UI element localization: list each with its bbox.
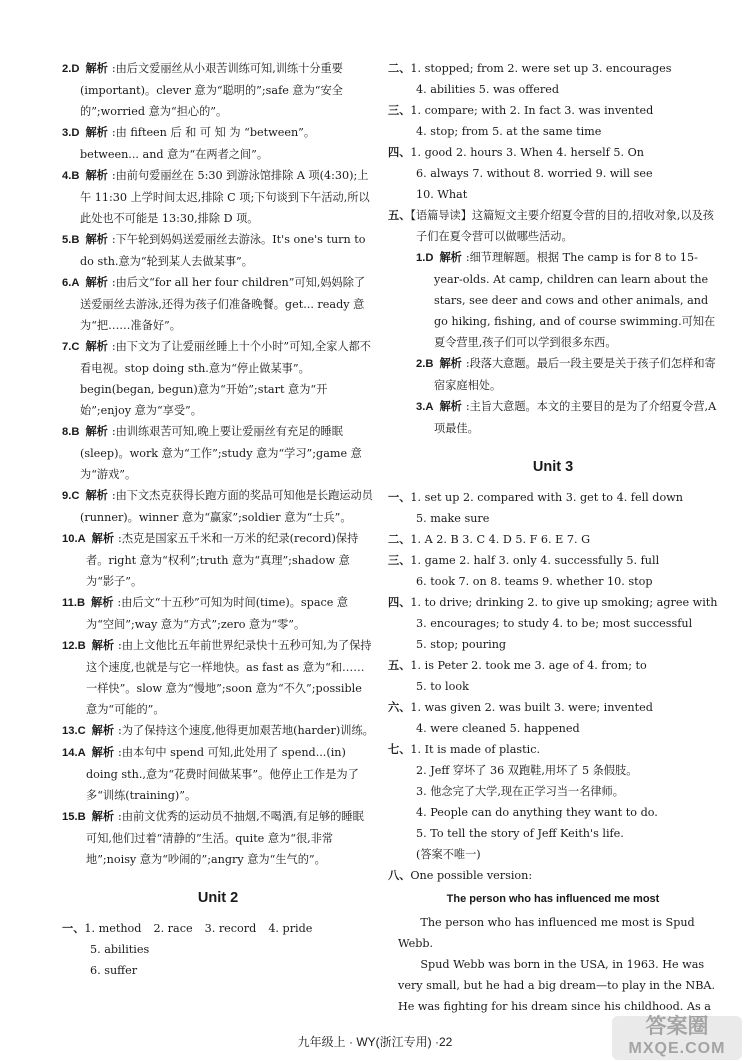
answer-text: 4. were cleaned 5. happened	[416, 722, 580, 735]
explanation-label: 解析	[85, 63, 108, 75]
explanation-text: :由下文杰克获得长跑方面的奖品可知他是长跑运动员(runner)。winner 意为“赢家”;soldier 意为“士兵”。	[80, 489, 373, 524]
explanation-item	[62, 485, 374, 528]
explanation-label: 解析	[85, 234, 108, 246]
item-number: 2.	[62, 63, 72, 75]
explanation-label: 解析	[91, 533, 115, 545]
explanation-item	[62, 272, 374, 336]
item-number: 1.	[416, 252, 426, 264]
section-label: 二、	[388, 532, 411, 546]
answer-line	[388, 634, 718, 655]
section-label: 三、	[388, 553, 411, 567]
item-answer: C	[77, 725, 86, 737]
item-number: 8.	[62, 426, 72, 438]
item-answer: B	[77, 640, 86, 652]
answer-text: 1. compare; with 2. In fact 3. was invented	[410, 104, 654, 117]
answer-line	[388, 844, 718, 865]
watermark-logo	[612, 1016, 742, 1060]
unit-3-title: Unit 3	[532, 459, 574, 475]
answer-line	[388, 184, 718, 205]
explanation-text: :由上文他比五年前世界纪录快十五秒可知,为了保持这个速度,也就是与它一样地快。as fast as 意为“和……一样快”。slow 意为“慢地”;soon 意为“不久”;possible 意为“可能的”。	[86, 639, 372, 716]
right-column	[388, 58, 718, 1017]
item-answer: B	[71, 234, 80, 246]
item-answer: B	[77, 811, 86, 823]
answer-line	[388, 508, 718, 529]
explanation-text: :由下文为了让爱丽丝睡上十个小时”可知,全家人都不看电视。stop doing sth.意为“停止做某事”。begin(began, begun)意为“开始”;start 意为“开始”;enjoy 意为“享受”。	[80, 340, 371, 417]
item-answer: A	[77, 747, 86, 759]
item-number: 13.	[62, 725, 78, 737]
explanation-text: :细节理解题。根据 The camp is for 8 to 15-year-olds. At camp, children can learn about the stars, see deer and cows and other animals, and go hiking, fishing, and of course swimming.可知在夏令营里,孩子们可以学到很多东西。	[434, 251, 716, 349]
section-label: 一、	[388, 490, 411, 504]
answer-line	[388, 697, 718, 718]
answer: 5. abilities	[90, 943, 150, 956]
answer: 1. method	[84, 922, 142, 935]
answer-text: 5. make sure	[416, 512, 490, 525]
section-label: 五、	[388, 208, 411, 222]
answer-line	[388, 823, 718, 844]
section-label: 八、	[388, 868, 411, 882]
answer-text: 1. set up 2. compared with 3. get to 4. fell down	[410, 491, 683, 504]
section-label: 四、	[388, 145, 411, 159]
answer-text: 3. encourages; to study 4. to be; most successful	[416, 617, 693, 630]
explanation-item	[62, 336, 374, 421]
explanation-label: 解析	[439, 401, 462, 413]
explanation-text: :为了保持这个速度,他得更加艰苦地(harder)训练。	[118, 724, 374, 737]
reading-item	[388, 247, 718, 353]
section-label: 六、	[388, 700, 411, 714]
answer-text: 4. People can do anything they want to do.	[416, 806, 658, 819]
answer-text: 5. to look	[416, 680, 469, 693]
item-answer: C	[71, 490, 80, 502]
answer-text: 1. good 2. hours 3. When 4. herself 5. On	[410, 146, 644, 159]
explanation-item	[62, 528, 374, 592]
explanation-label: 解析	[91, 811, 115, 823]
item-answer: B	[76, 597, 86, 609]
answer-text: 4. abilities 5. was offered	[416, 83, 559, 96]
explanation-label: 解析	[91, 725, 115, 737]
item-number: 3.	[62, 127, 72, 139]
page-footer: 九年级上 · WY(浙江专用) ·22	[297, 1035, 453, 1049]
item-number: 7.	[62, 341, 72, 353]
section-label: 一、	[62, 921, 85, 935]
explanation-label: 解析	[85, 127, 108, 139]
item-number: 9.	[62, 490, 72, 502]
answer-text: 2. Jeff 穿坏了 36 双跑鞋,用坏了 5 条假肢。	[416, 764, 638, 777]
explanation-item	[62, 421, 374, 485]
writing-section	[388, 865, 718, 886]
explanation-item	[62, 720, 374, 742]
answer-text: 1. stopped; from 2. were set up 3. encourages	[410, 62, 672, 75]
answer-line	[388, 142, 718, 163]
explanation-text: :由前文优秀的运动员不抽烟,不喝酒,有足够的睡眠可知,他们过着“清静的”生活。quite 意为“很,非常地”;noisy 意为“吵闹的”;angry 意为“生气的”。	[86, 810, 364, 866]
explanation-text: :主旨大意题。本文的主要目的是为了介绍夏令营,A 项最佳。	[434, 400, 717, 435]
unit-2-title: Unit 2	[197, 890, 239, 906]
explanation-text: :由后文“十五秒”可知为时间(time)。space 意为“空间”;way 意为“方式”;zero 意为“零”。	[86, 596, 349, 631]
answer-line	[388, 121, 718, 142]
answer-line	[388, 58, 718, 79]
explanation-item	[62, 165, 374, 229]
explanation-item	[62, 635, 374, 720]
explanation-label: 解析	[85, 170, 108, 182]
explanation-item	[62, 58, 374, 122]
explanation-item	[62, 229, 374, 272]
reading-section	[388, 205, 718, 247]
answer-text: (答案不唯一)	[416, 848, 481, 861]
explanation-label: 解析	[85, 426, 108, 438]
explanation-item	[62, 122, 374, 165]
watermark-line-1: 答案圈	[645, 1015, 709, 1038]
explanation-text: :由后文“for all her four children”可知,妈妈除了送爱丽丝去游泳,还得为孩子们准备晚餐。get... ready 意为“把……准备好”。	[80, 276, 366, 332]
answer-text: 10. What	[416, 188, 468, 201]
answer: 2. race	[153, 922, 193, 935]
section-label: 四、	[388, 595, 411, 609]
item-number: 4.	[62, 170, 72, 182]
item-number: 12.	[62, 640, 78, 652]
answer: 4. pride	[268, 922, 313, 935]
section-label: 五、	[388, 658, 411, 672]
explanation-label: 解析	[91, 640, 115, 652]
section-label: 二、	[388, 61, 411, 75]
section-label: 三、	[388, 103, 411, 117]
writing-intro: One possible version:	[410, 869, 533, 882]
explanation-text: :段落大意题。最后一段主要是关于孩子们怎样和寄宿家庭相处。	[434, 357, 716, 392]
answer-line	[388, 571, 718, 592]
answer-line	[388, 550, 718, 571]
explanation-label: 解析	[91, 597, 114, 609]
reading-item	[388, 353, 718, 396]
explanation-item	[62, 806, 374, 870]
essay-paragraph: The person who has influenced me most is Spud Webb.	[398, 916, 695, 950]
explanation-label: 解析	[439, 358, 462, 370]
explanation-label: 解析	[85, 490, 108, 502]
answer-line	[388, 739, 718, 760]
answer-text: 6. always 7. without 8. worried 9. will see	[416, 167, 653, 180]
explanation-text: :由前句爱丽丝在 5:30 到游泳馆排除 A 项(4:30);上午 11:30 上学时间太迟,排除 C 项;下句谈到下午活动,所以此处也不可能是 13:30,排除 D 项。	[80, 169, 370, 225]
item-number: 6.	[62, 277, 72, 289]
explanation-text: :由本句中 spend 可知,此处用了 spend...(in) doing sth.,意为“花费时间做某事”。他停止工作是为了多“训练(training)”。	[86, 746, 359, 802]
answer-line	[388, 718, 718, 739]
answer-line	[388, 487, 718, 508]
explanation-text: :杰克是国家五千米和一万米的纪录(record)保持者。right 意为“权利”;truth 意为“真理”;shadow 意为“影子”。	[86, 532, 359, 588]
answer-text: 1. It is made of plastic.	[410, 743, 541, 756]
essay-paragraph: Spud Webb was born in the USA, in 1963. He was very small, but he had a big dream—to play in the NBA. He was fighting for his dream since his childhood. As a	[398, 958, 716, 1013]
item-answer: C	[71, 341, 80, 353]
answer-line	[388, 676, 718, 697]
item-answer: D	[71, 63, 80, 75]
explanation-item	[62, 742, 374, 806]
answer-line	[388, 802, 718, 823]
answer-line	[388, 592, 718, 613]
explanation-item	[62, 592, 374, 635]
answer-text: 1. A 2. B 3. C 4. D 5. F 6. E 7. G	[410, 533, 591, 546]
left-column	[62, 58, 374, 981]
answer-text: 6. took 7. on 8. teams 9. whether 10. stop	[416, 575, 653, 588]
answer: 3. record	[204, 922, 257, 935]
answer-text: 3. 他念完了大学,现在正学习当一名律师。	[416, 785, 624, 798]
item-number: 10.	[62, 533, 78, 545]
item-answer: D	[425, 252, 434, 264]
item-number: 5.	[62, 234, 72, 246]
item-number: 11.	[62, 597, 77, 609]
essay-title: The person who has influenced me most	[446, 893, 660, 905]
reading-intro: 【语篇导读】这篇短文主要介绍夏令营的目的,招收对象,以及孩子们在夏令营可以做哪些活动。	[410, 209, 714, 243]
item-number: 14.	[62, 747, 78, 759]
answer-text: 1. to drive; drinking 2. to give up smoking; agree with	[410, 596, 718, 609]
item-answer: B	[71, 170, 80, 182]
item-answer: A	[425, 401, 434, 413]
answer-line	[388, 100, 718, 121]
answer-line	[388, 529, 718, 550]
answer-text: 5. stop; pouring	[416, 638, 507, 651]
unit2-section-1	[62, 918, 374, 960]
reading-item	[388, 396, 718, 439]
answer-line	[388, 760, 718, 781]
item-answer: D	[71, 127, 80, 139]
explanation-text: :下午轮到妈妈送爱丽丝去游泳。It's one's turn to do sth.意为“轮到某人去做某事”。	[80, 233, 366, 268]
unit2-section-1-cont: 6. suffer	[90, 964, 138, 977]
item-answer: B	[425, 358, 434, 370]
item-number: 15.	[62, 811, 78, 823]
explanation-text: :由后文爱丽丝从小艰苦训练可知,训练十分重要(important)。clever 意为“聪明的”;safe 意为“安全的”;worried 意为“担心的”。	[80, 62, 343, 118]
explanation-label: 解析	[91, 747, 115, 759]
item-number: 3.	[416, 401, 426, 413]
answer-text: 5. To tell the story of Jeff Keith's life.	[416, 827, 624, 840]
answer-text: 1. game 2. half 3. only 4. successfully 5. full	[410, 554, 660, 567]
item-number: 2.	[416, 358, 426, 370]
explanation-text: :由 fifteen 后 和 可 知 为 “between”。between... and 意为“在两者之间”。	[80, 126, 316, 161]
answer-text: 1. was given 2. was built 3. were; invented	[410, 701, 653, 714]
item-answer: A	[71, 277, 80, 289]
explanation-label: 解析	[85, 277, 108, 289]
item-answer: A	[77, 533, 86, 545]
answer-line	[388, 79, 718, 100]
explanation-text: :由训练艰苦可知,晚上要让爱丽丝有充足的睡眠(sleep)。work 意为“工作”;study 意为“学习”;game 意为“游戏”。	[80, 425, 362, 481]
section-label: 七、	[388, 742, 411, 756]
answer-text: 1. is Peter 2. took me 3. age of 4. from; to	[410, 659, 647, 672]
item-answer: B	[71, 426, 80, 438]
answer-line	[388, 163, 718, 184]
answer-line	[388, 655, 718, 676]
answer-line	[388, 613, 718, 634]
answer-line	[388, 781, 718, 802]
explanation-label: 解析	[85, 341, 108, 353]
answer-text: 4. stop; from 5. at the same time	[416, 125, 602, 138]
watermark-line-2: MXQE.COM	[628, 1040, 726, 1057]
explanation-label: 解析	[439, 252, 462, 264]
